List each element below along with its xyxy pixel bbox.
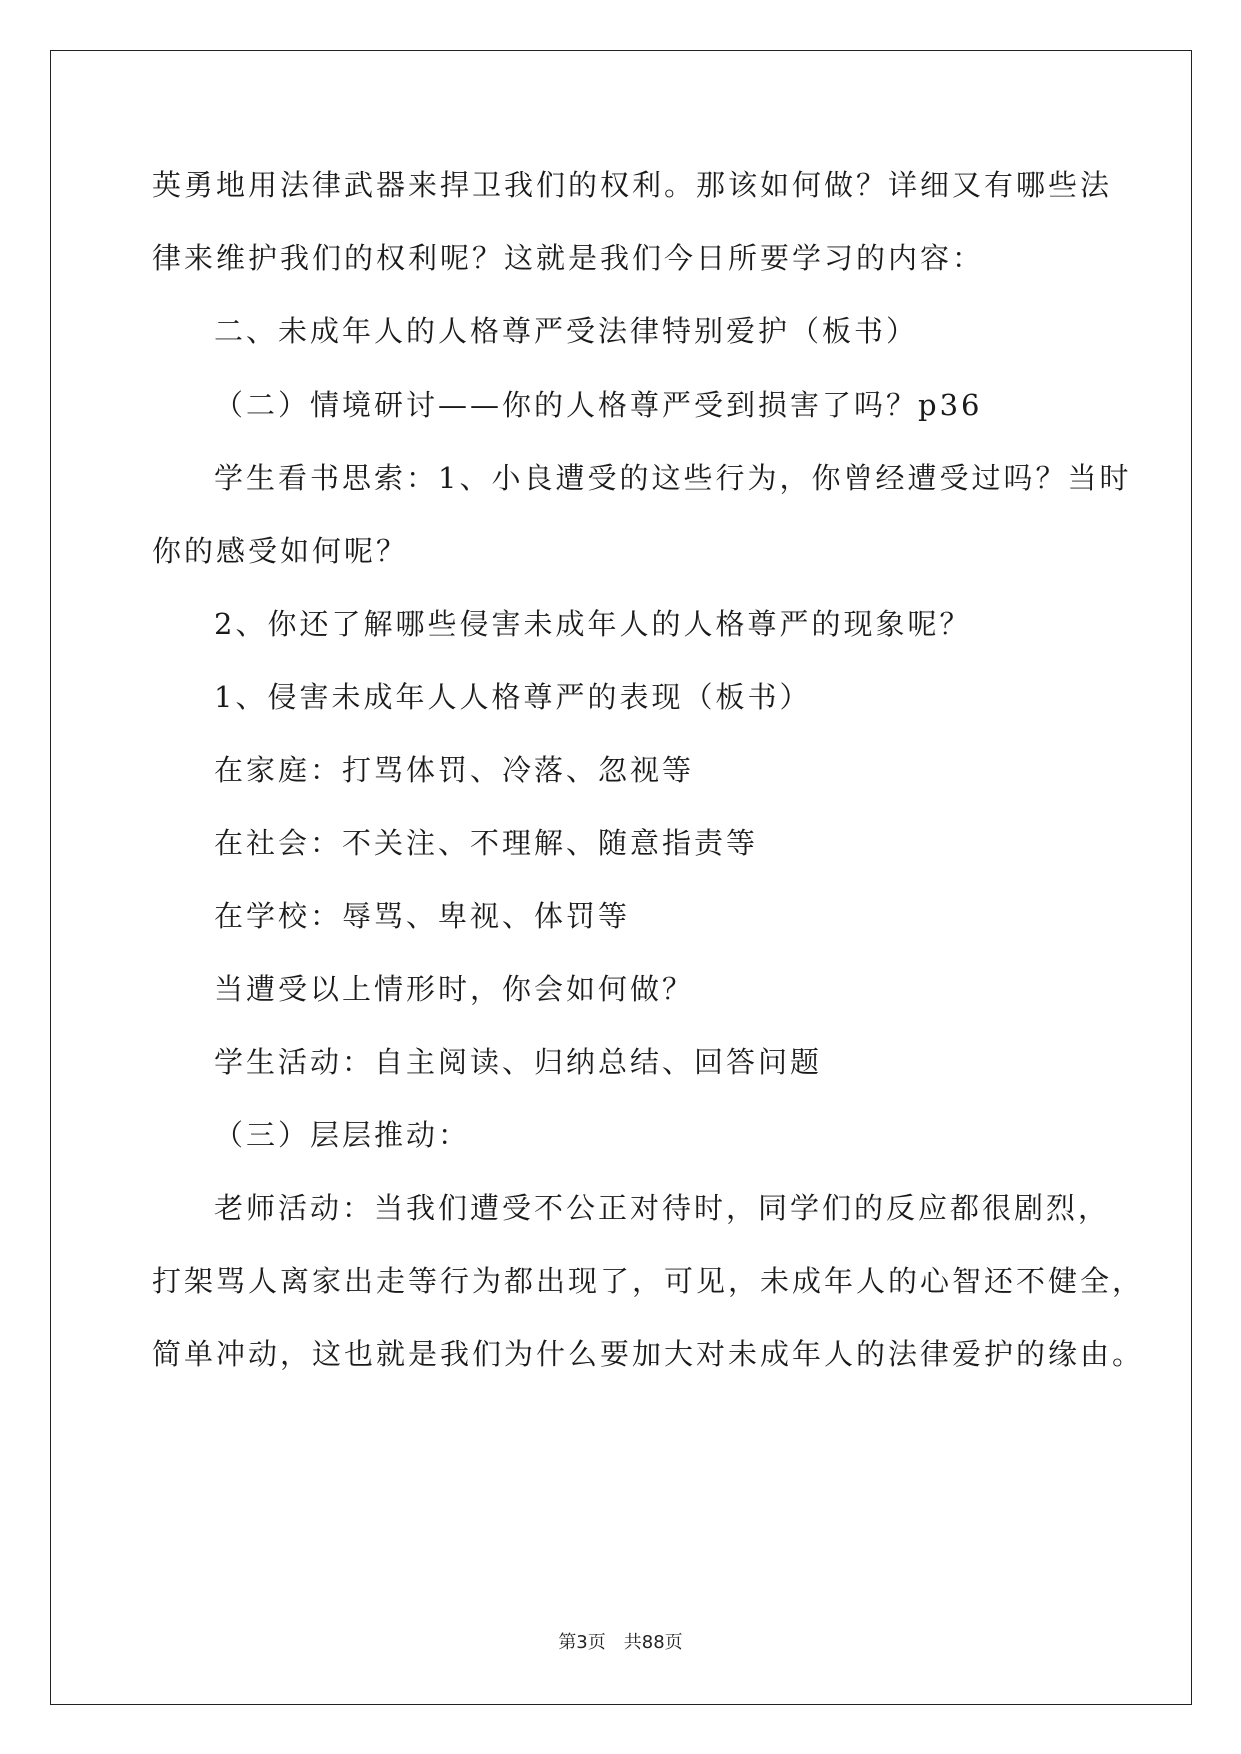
section-heading: 二、未成年人的人格尊严受法律特别爱护（板书） — [214, 314, 919, 348]
subsection-heading: （三）层层推动： — [214, 1118, 471, 1152]
subsection-heading: （二）情境研讨——你的人格尊严受到损害了吗？p36 — [214, 388, 983, 422]
text-line: 简单冲动，这也就是我们为什么要加大对未成年人的法律爱护的缘由。 — [152, 1337, 1145, 1371]
text-line: 学生活动：自主阅读、归纳总结、回答问题 — [214, 1045, 823, 1079]
text-line: 学生看书思索：1、小良遭受的这些行为，你曾经遭受过吗？当时 — [214, 461, 1132, 495]
text-line: 律来维护我们的权利呢？这就是我们今日所要学习的内容： — [152, 241, 985, 275]
page-number-footer: 第3页 共88页 — [558, 1632, 683, 1653]
text-line: 老师活动：当我们遭受不公正对待时，同学们的反应都很剧烈， — [214, 1191, 1111, 1225]
text-line: 在社会：不关注、不理解、随意指责等 — [214, 826, 759, 860]
text-line: 在家庭：打骂体罚、冷落、忽视等 — [214, 753, 695, 787]
text-line: 当遭受以上情形时，你会如何做？ — [214, 972, 695, 1006]
page-border — [50, 50, 1192, 1705]
text-line: 英勇地用法律武器来捍卫我们的权利。那该如何做？详细又有哪些法 — [152, 168, 1113, 202]
text-line: 打架骂人离家出走等行为都出现了，可见，未成年人的心智还不健全， — [152, 1264, 1145, 1298]
text-line: 你的感受如何呢？ — [152, 534, 409, 568]
text-line: 在学校：辱骂、卑视、体罚等 — [214, 899, 631, 933]
text-line: 1、侵害未成年人人格尊严的表现（板书） — [214, 680, 812, 714]
text-line: 2、你还了解哪些侵害未成年人的人格尊严的现象呢？ — [214, 607, 972, 641]
